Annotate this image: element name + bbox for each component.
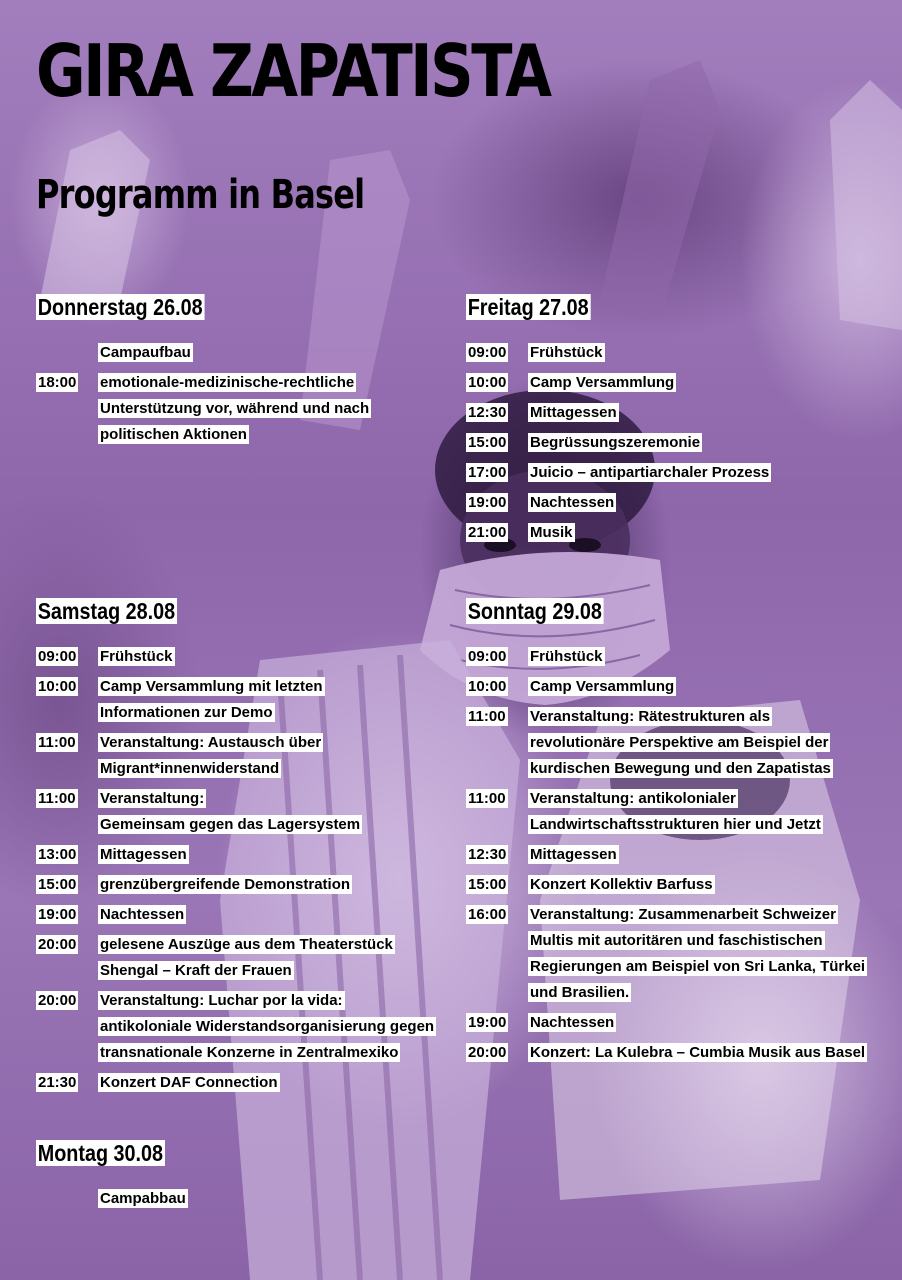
raised-arm-right bbox=[830, 80, 902, 330]
entry-description bbox=[98, 932, 395, 984]
entry-description bbox=[98, 340, 193, 366]
entry-time: 18:00 bbox=[38, 374, 77, 391]
entry-line: politischen Aktionen bbox=[100, 426, 247, 443]
day-heading bbox=[36, 598, 177, 624]
entry-time: 15:00 bbox=[468, 434, 507, 451]
entry-description bbox=[528, 520, 575, 546]
entry-description bbox=[98, 730, 323, 782]
entry-time: 20:00 bbox=[38, 936, 77, 953]
entry-line: Frühstück bbox=[100, 648, 173, 665]
entry-description bbox=[98, 988, 436, 1066]
entry-time: 20:00 bbox=[38, 992, 77, 1009]
entry-time: 21:30 bbox=[38, 1074, 77, 1091]
entry-description bbox=[528, 704, 833, 782]
entry-description bbox=[98, 786, 362, 838]
entry-description bbox=[528, 902, 867, 1006]
entry-time: 09:00 bbox=[38, 648, 77, 665]
entry-line: und Brasilien. bbox=[530, 984, 630, 1001]
entry-time: 12:30 bbox=[468, 846, 507, 863]
entry-line: Begrüssungszeremonie bbox=[530, 434, 701, 451]
entry-time: 11:00 bbox=[468, 708, 506, 725]
day-heading-label: Samstag 28.08 bbox=[37, 598, 176, 624]
entry-description bbox=[98, 872, 352, 898]
day-heading bbox=[36, 294, 204, 320]
entry-description bbox=[528, 644, 605, 670]
entry-line: Mittagessen bbox=[100, 846, 187, 863]
entry-line: Multis mit autoritären und faschistischen bbox=[530, 932, 823, 949]
entry-time: 20:00 bbox=[468, 1044, 507, 1061]
day-heading-label: Sonntag 29.08 bbox=[467, 598, 602, 624]
entry-time: 11:00 bbox=[468, 790, 506, 807]
entry-line: Camp Versammlung mit letzten bbox=[100, 678, 323, 695]
entry-line: Konzert Kollektiv Barfuss bbox=[530, 876, 713, 893]
entry-time: 11:00 bbox=[38, 734, 76, 751]
entry-description bbox=[528, 460, 771, 486]
entry-description bbox=[98, 842, 189, 868]
entry-time: 09:00 bbox=[468, 344, 507, 361]
entry-line: Juicio – antipartiarchaler Prozess bbox=[530, 464, 770, 481]
entry-line: transnationale Konzerne in Zentralmexiko bbox=[100, 1044, 399, 1061]
entry-line: Frühstück bbox=[530, 648, 603, 665]
entry-description bbox=[528, 1010, 616, 1036]
entry-description bbox=[528, 674, 676, 700]
entry-line: kurdischen Bewegung und den Zapatistas bbox=[530, 760, 831, 777]
entry-description bbox=[528, 490, 616, 516]
day-heading-label: Freitag 27.08 bbox=[467, 294, 589, 320]
entry-time: 10:00 bbox=[468, 374, 507, 391]
entry-line: Regierungen am Beispiel von Sri Lanka, Türkei bbox=[530, 958, 866, 975]
entry-line: Camp Versammlung bbox=[530, 678, 675, 695]
page-subtitle: Programm in Basel bbox=[36, 172, 365, 218]
entry-description bbox=[528, 842, 619, 868]
entry-line: Landwirtschaftsstrukturen hier und Jetzt bbox=[530, 816, 821, 833]
entry-line: Camp Versammlung bbox=[530, 374, 675, 391]
entry-line: gelesene Auszüge aus dem Theaterstück bbox=[100, 936, 393, 953]
entry-line: Konzert: La Kulebra – Cumbia Musik aus Basel bbox=[530, 1044, 866, 1061]
entry-line: Veranstaltung: Rätestrukturen als bbox=[530, 708, 771, 725]
day-heading bbox=[466, 294, 590, 320]
entry-time: 11:00 bbox=[38, 790, 76, 807]
entry-time: 17:00 bbox=[468, 464, 507, 481]
entry-description bbox=[528, 370, 676, 396]
day-heading bbox=[36, 1140, 165, 1166]
entry-time: 10:00 bbox=[38, 678, 77, 695]
entry-time: 15:00 bbox=[38, 876, 77, 893]
entry-time: 19:00 bbox=[468, 1014, 507, 1031]
entry-line: Veranstaltung: Luchar por la vida: bbox=[100, 992, 343, 1009]
day-heading-label: Montag 30.08 bbox=[37, 1140, 164, 1166]
entry-description bbox=[98, 644, 175, 670]
entry-line: Campabbau bbox=[100, 1190, 186, 1207]
entry-line: emotionale-medizinische-rechtliche bbox=[100, 374, 355, 391]
entry-time: 13:00 bbox=[38, 846, 77, 863]
entry-time: 10:00 bbox=[468, 678, 507, 695]
entry-line: revolutionäre Perspektive am Beispiel der bbox=[530, 734, 829, 751]
entry-description bbox=[98, 1070, 280, 1096]
entry-line: Mittagessen bbox=[530, 846, 617, 863]
page-title: GIRA ZAPATISTA bbox=[36, 29, 550, 113]
entry-line: Unterstützung vor, während und nach bbox=[100, 400, 370, 417]
raised-arm-far bbox=[600, 60, 720, 320]
entry-description bbox=[528, 430, 702, 456]
entry-line: Konzert DAF Connection bbox=[100, 1074, 278, 1091]
entry-description bbox=[528, 340, 605, 366]
entry-time: 19:00 bbox=[468, 494, 507, 511]
entry-description bbox=[528, 872, 715, 898]
entry-line: Campaufbau bbox=[100, 344, 191, 361]
entry-description bbox=[528, 400, 619, 426]
entry-time: 09:00 bbox=[468, 648, 507, 665]
day-heading-label: Donnerstag 26.08 bbox=[37, 294, 203, 320]
entry-time: 19:00 bbox=[38, 906, 77, 923]
entry-line: Mittagessen bbox=[530, 404, 617, 421]
entry-line: Musik bbox=[530, 524, 573, 541]
entry-time: 21:00 bbox=[468, 524, 507, 541]
entry-line: Nachtessen bbox=[530, 1014, 615, 1031]
entry-description bbox=[98, 370, 371, 448]
entry-description bbox=[98, 674, 325, 726]
entry-line: Veranstaltung: antikolonialer bbox=[530, 790, 736, 807]
entry-line: Frühstück bbox=[530, 344, 603, 361]
day-heading bbox=[466, 598, 604, 624]
entry-line: Nachtessen bbox=[530, 494, 615, 511]
entry-line: Nachtessen bbox=[100, 906, 185, 923]
entry-line: Informationen zur Demo bbox=[100, 704, 273, 721]
entry-line: Migrant*innenwiderstand bbox=[100, 760, 280, 777]
entry-line: Veranstaltung: Austausch über bbox=[100, 734, 322, 751]
entry-description bbox=[528, 1040, 867, 1066]
entry-line: Veranstaltung: bbox=[100, 790, 205, 807]
entry-line: Gemeinsam gegen das Lagersystem bbox=[100, 816, 361, 833]
entry-line: grenzübergreifende Demonstration bbox=[100, 876, 351, 893]
entry-description bbox=[98, 902, 186, 928]
entry-line: antikoloniale Widerstandsorganisierung gegen bbox=[100, 1018, 435, 1035]
entry-description bbox=[528, 786, 823, 838]
entry-description bbox=[98, 1186, 188, 1212]
entry-time: 16:00 bbox=[468, 906, 507, 923]
entry-line: Veranstaltung: Zusammenarbeit Schweizer bbox=[530, 906, 836, 923]
entry-time: 15:00 bbox=[468, 876, 507, 893]
entry-time: 12:30 bbox=[468, 404, 507, 421]
entry-line: Shengal – Kraft der Frauen bbox=[100, 962, 292, 979]
